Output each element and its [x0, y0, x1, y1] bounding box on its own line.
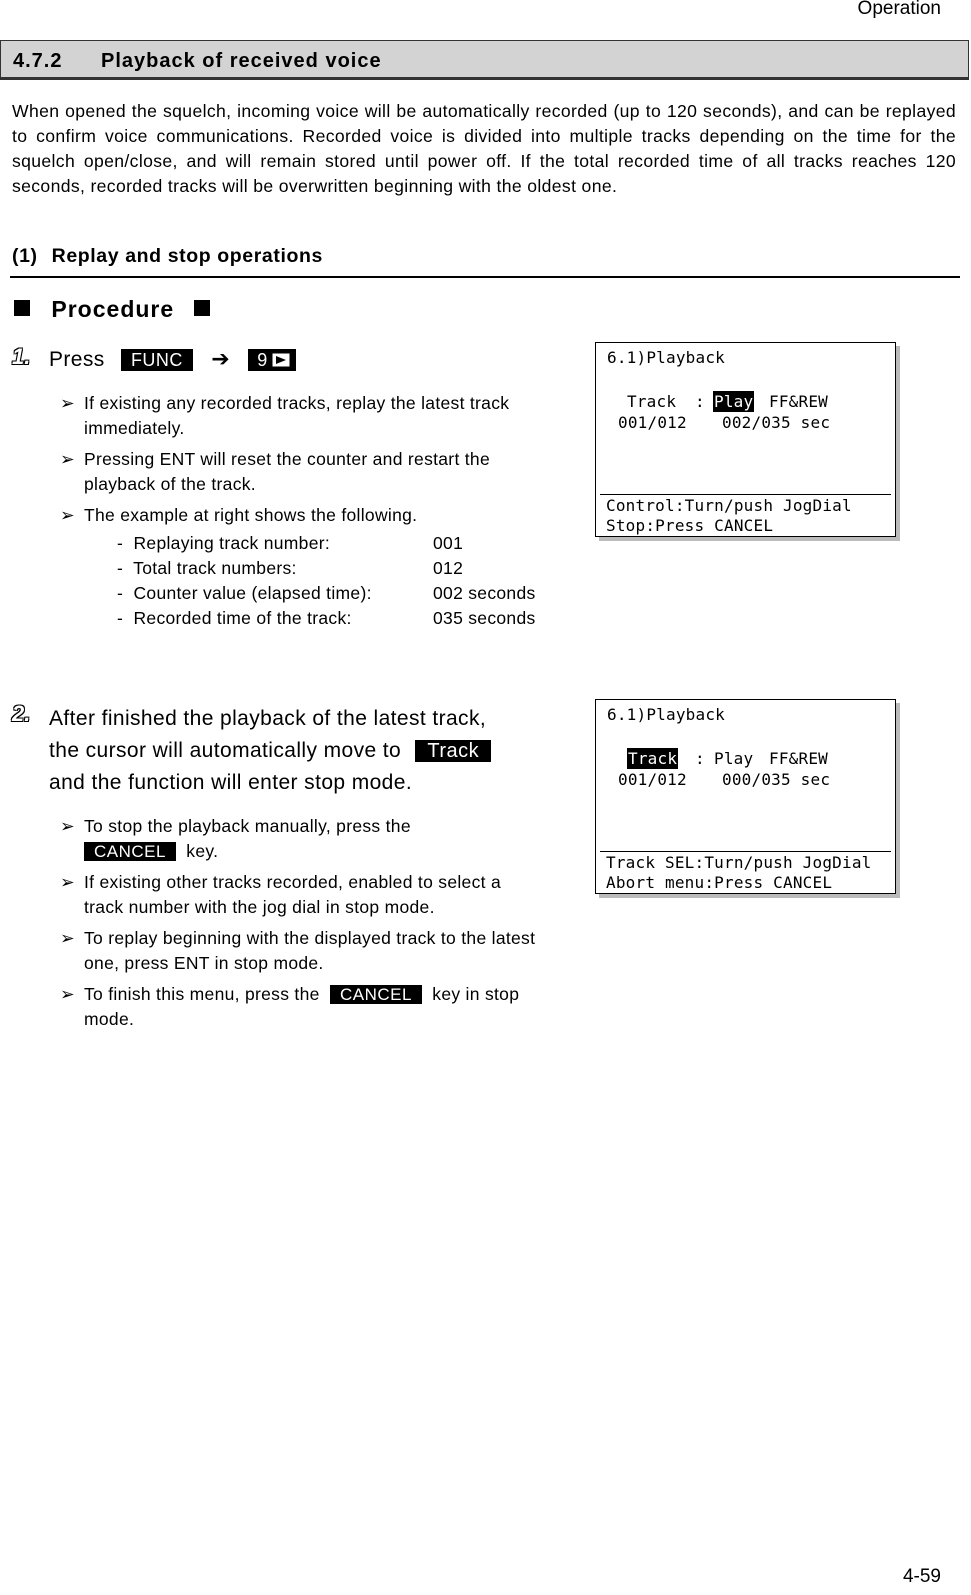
bullet-arrow-icon: ➢: [60, 393, 75, 413]
step-1-instruction: [49, 346, 296, 372]
square-bullet-icon: [14, 300, 30, 316]
lcd-track-count: 001/012: [618, 770, 687, 789]
list-item: ➢ The example at right shows the following.: [60, 503, 530, 528]
lcd-time: 000/035 sec: [722, 770, 831, 789]
square-bullet-icon: [194, 300, 210, 316]
lcd-ffrew: FF&REW: [769, 749, 828, 768]
lcd-colon: :: [695, 392, 705, 411]
func-key: FUNC: [121, 349, 193, 371]
list-item: ➢ If existing any recorded tracks, replay the latest track immediately.: [60, 393, 510, 438]
step-1-number: 1.: [12, 344, 31, 369]
track-key: Track: [415, 740, 491, 762]
bullet-arrow-icon: ➢: [60, 928, 75, 948]
bullet-arrow-icon: ➢: [60, 449, 75, 469]
lcd-display-stop: [595, 699, 896, 894]
lcd-play-selected: Play: [714, 392, 754, 411]
lcd-footer-1: Control:Turn/push JogDial: [606, 496, 852, 515]
bullet-arrow-icon: ➢: [60, 872, 75, 892]
running-header: Operation: [857, 0, 941, 19]
bullet-arrow-icon: ➢: [60, 984, 75, 1004]
cancel-key: CANCEL: [84, 842, 176, 861]
list-item: ➢ To replay beginning with the displayed track to the latest one, press ENT in stop mode.: [60, 928, 536, 973]
example-row: - Replaying track number: 001: [117, 533, 464, 553]
intro-paragraph: When opened the squelch, incoming voice will be automatically recorded (up to 120 seconds), and can be replayed to confirm voice communications. Recorded voice is divided into multiple tracks depending on the time for the squelch open/close, and will remain stored until power off. If the total recorded time of all tracks reaches 120 seconds, recorded tracks will be overwritten beginning with the oldest one.: [12, 101, 956, 196]
step-2-instruction: After finished the playback of the latest track, the cursor will automatically move to Track and the function will enter stop mode.: [49, 703, 569, 799]
lcd-colon: :: [695, 749, 705, 768]
lcd-track-label: Track: [627, 392, 677, 411]
list-item: ➢ If existing other tracks recorded, enabled to select a track number with the jog dial in stop mode.: [60, 872, 501, 917]
step-2-bullets: [60, 814, 545, 1038]
example-row: - Counter value (elapsed time): 002 seconds: [117, 583, 536, 603]
list-item: ➢ To stop the playback manually, press the CANCEL key.: [60, 816, 411, 861]
lcd-track-count: 001/012: [618, 413, 687, 432]
subsection-number: (1): [12, 245, 38, 267]
procedure-heading: [14, 296, 210, 323]
play-triangle-icon: [272, 353, 290, 367]
lcd-separator: [600, 494, 891, 495]
lcd-title: 6.1)Playback: [607, 348, 725, 367]
step-1-example: [117, 533, 557, 633]
lcd-time: 002/035 sec: [722, 413, 831, 432]
subsection-title: Replay and stop operations: [51, 245, 323, 267]
step-1-bullets: [60, 391, 530, 534]
cancel-key: CANCEL: [330, 985, 422, 1004]
lcd-footer-1: Track SEL:Turn/push JogDial: [606, 853, 872, 872]
section-number: 4.7.2: [13, 50, 63, 72]
bullet-arrow-icon: ➢: [60, 816, 75, 836]
lcd-title: 6.1)Playback: [607, 705, 725, 724]
subsection-heading: [12, 245, 323, 268]
lcd-separator: [600, 851, 891, 852]
list-item: ➢ Pressing ENT will reset the counter and restart the playback of the track.: [60, 449, 490, 494]
bullet-arrow-icon: ➢: [60, 505, 75, 525]
lcd-track-selected: Track: [628, 749, 678, 768]
section-title: Playback of received voice: [101, 50, 382, 72]
lcd-ffrew: FF&REW: [769, 392, 828, 411]
arrow-right-icon: ➔: [211, 346, 231, 371]
step-2-number: 2.: [12, 701, 31, 726]
lcd-footer-2: Abort menu:Press CANCEL: [606, 873, 833, 892]
nine-play-key: 9: [248, 349, 296, 371]
subsection-rule: [10, 276, 960, 278]
example-row: - Recorded time of the track: 035 seconds: [117, 608, 536, 628]
lcd-play: Play: [714, 749, 754, 768]
lcd-display-playback: [595, 342, 896, 537]
section-heading: [0, 40, 969, 80]
lcd-footer-2: Stop:Press CANCEL: [606, 516, 774, 535]
example-row: - Total track numbers: 012: [117, 558, 464, 578]
page-number: 4-59: [902, 1566, 941, 1587]
press-label: Press: [49, 348, 105, 371]
procedure-title: Procedure: [51, 296, 175, 322]
list-item: ➢ To finish this menu, press the CANCEL key in stop mode.: [60, 984, 520, 1029]
